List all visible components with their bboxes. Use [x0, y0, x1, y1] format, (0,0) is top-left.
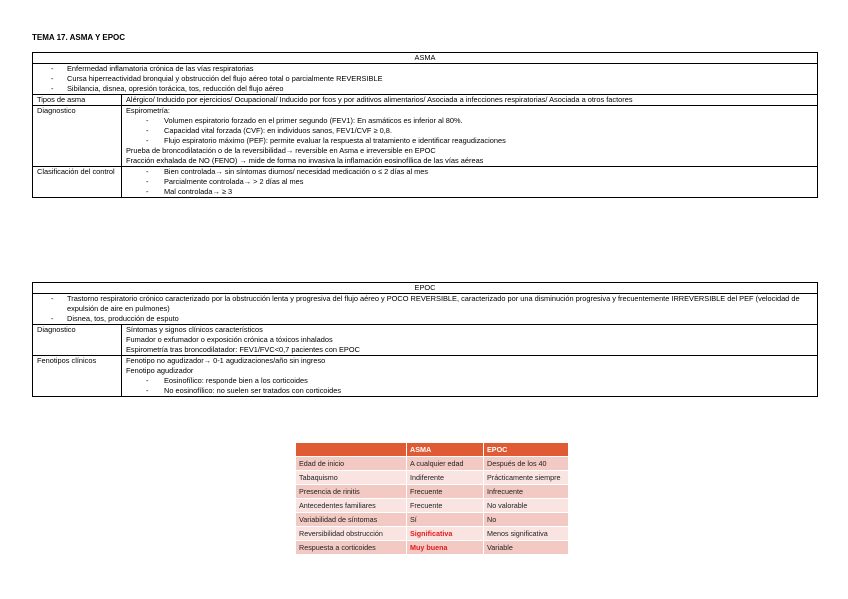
table-row [296, 541, 569, 555]
epoc-feno-label: Fenotipos clínicos [33, 356, 122, 397]
asma-tipos-label: Tipos de asma [33, 95, 122, 106]
list-item: - Volumen espiratorio forzado en el primer segundo (FEV1): En asmáticos es inferior al 80%. [126, 116, 813, 126]
table-cell: Sí [407, 513, 484, 527]
table-cell: Muy buena [407, 541, 484, 555]
table-cell: Frecuente [407, 499, 484, 513]
asma-clasif-label: Clasificación del control [33, 167, 122, 198]
list-item: - Trastorno respiratorio crónico caracterizado por la obstrucción lenta y progresiva del flujo aéreo y POCO REVERSIBLE, caracterizado por una disminución progresiva y frecuentemente IRREVERSIBLE del PEF (velocidad de expulsión de aire en pulmones) [33, 294, 817, 314]
list-item: - Disnea, tos, producción de esputo [33, 314, 817, 324]
table-cell: Indiferente [407, 471, 484, 485]
table-cell: Antecedentes familiares [296, 499, 407, 513]
epoc-feno-line: Fenotipo agudizador [126, 366, 194, 375]
table-cell: Variable [484, 541, 569, 555]
table-cell: No valorable [484, 499, 569, 513]
table-cell: Prácticamente siempre [484, 471, 569, 485]
epoc-diag-line: Espirometría tras broncodilatador: FEV1/FVC<0,7 pacientes con EPOC [126, 345, 360, 354]
table-row [296, 527, 569, 541]
list-item: - Flujo espiratorio máximo (PEF): permite evaluar la respuesta al tratamiento e identificar reagudizaciones [126, 136, 813, 146]
epoc-heading: EPOC [33, 283, 818, 294]
asma-clasif-list [126, 167, 813, 197]
table-cell: Variabilidad de síntomas [296, 513, 407, 527]
epoc-diag-line: Fumador o exfumador o exposición crónica a tóxicos inhalados [126, 335, 333, 344]
table-cell: Respuesta a corticoides [296, 541, 407, 555]
epoc-diag-line: Síntomas y signos clínicos característicos [126, 325, 263, 334]
table-cell: No [484, 513, 569, 527]
asma-table [32, 52, 818, 198]
table-cell: A cualquier edad [407, 457, 484, 471]
asma-heading: ASMA [33, 53, 818, 64]
table-cell: Reversibilidad obstrucción [296, 527, 407, 541]
asma-tipos-text: Alérgico/ Inducido por ejercicios/ Ocupacional/ Inducido por fcos y por aditivos alimentarios/ Asociada a infecciones respiratorias/ Asociada a otros factores [122, 95, 818, 106]
table-row [296, 457, 569, 471]
column-header: ASMA [407, 443, 484, 457]
epoc-feno-line: Fenotipo no agudizador→ 0-1 agudizaciones/año sin ingreso [126, 356, 326, 365]
list-item: - Bien controlada→ sin síntomas diurnos/ necesidad medicación o ≤ 2 días al mes [126, 167, 813, 177]
table-cell: Tabaquismo [296, 471, 407, 485]
epoc-feno-list [126, 376, 813, 396]
list-item: - No eosinofílico: no suelen ser tratados con corticoides [126, 386, 813, 396]
list-item: - Eosinofílico: responde bien a los corticoides [126, 376, 813, 386]
list-item: - Mal controlada→ ≥ 3 [126, 187, 813, 197]
list-item: - Enfermedad inflamatoria crónica de las vías respiratorias [33, 64, 817, 74]
asma-diag-label: Diagnostico [33, 106, 122, 167]
asma-diag-intro: Espirometría: [126, 106, 170, 115]
table-row [296, 471, 569, 485]
asma-bullets [33, 64, 817, 94]
page-title: TEMA 17. ASMA Y EPOC [32, 33, 126, 42]
list-item: - Parcialmente controlada→ > 2 días al mes [126, 177, 813, 187]
list-item: - Capacidad vital forzada (CVF): en individuos sanos, FEV1/CVF ≥ 0,8. [126, 126, 813, 136]
list-item: - Cursa hiperreactividad bronquial y obstrucción del flujo aéreo total o parcialmente REVERSIBLE [33, 74, 817, 84]
asma-diag-extra: Fracción exhalada de NO (FENO) → mide de forma no invasiva la inflamación eosinofílica de las vías aéreas [126, 156, 484, 165]
table-row [296, 485, 569, 499]
epoc-bullets [33, 294, 817, 324]
epoc-table [32, 282, 818, 397]
table-cell: Edad de inicio [296, 457, 407, 471]
table-cell: Después de los 40 [484, 457, 569, 471]
epoc-diag-label: Diagnostico [33, 325, 122, 356]
table-cell: Infrecuente [484, 485, 569, 499]
list-item: - Sibilancia, disnea, opresión torácica, tos, reducción del flujo aéreo [33, 84, 817, 94]
table-cell: Menos significativa [484, 527, 569, 541]
column-header [296, 443, 407, 457]
asma-diag-list [126, 116, 813, 146]
table-row [296, 499, 569, 513]
table-cell: Frecuente [407, 485, 484, 499]
asma-diag-extra: Prueba de broncodilatación o de la reversibilidad→ reversible en Asma e irreversible en EPOC [126, 146, 436, 155]
table-cell: Presencia de rinitis [296, 485, 407, 499]
table-cell: Significativa [407, 527, 484, 541]
column-header: EPOC [484, 443, 569, 457]
table-row [296, 513, 569, 527]
comparison-table [296, 443, 569, 554]
